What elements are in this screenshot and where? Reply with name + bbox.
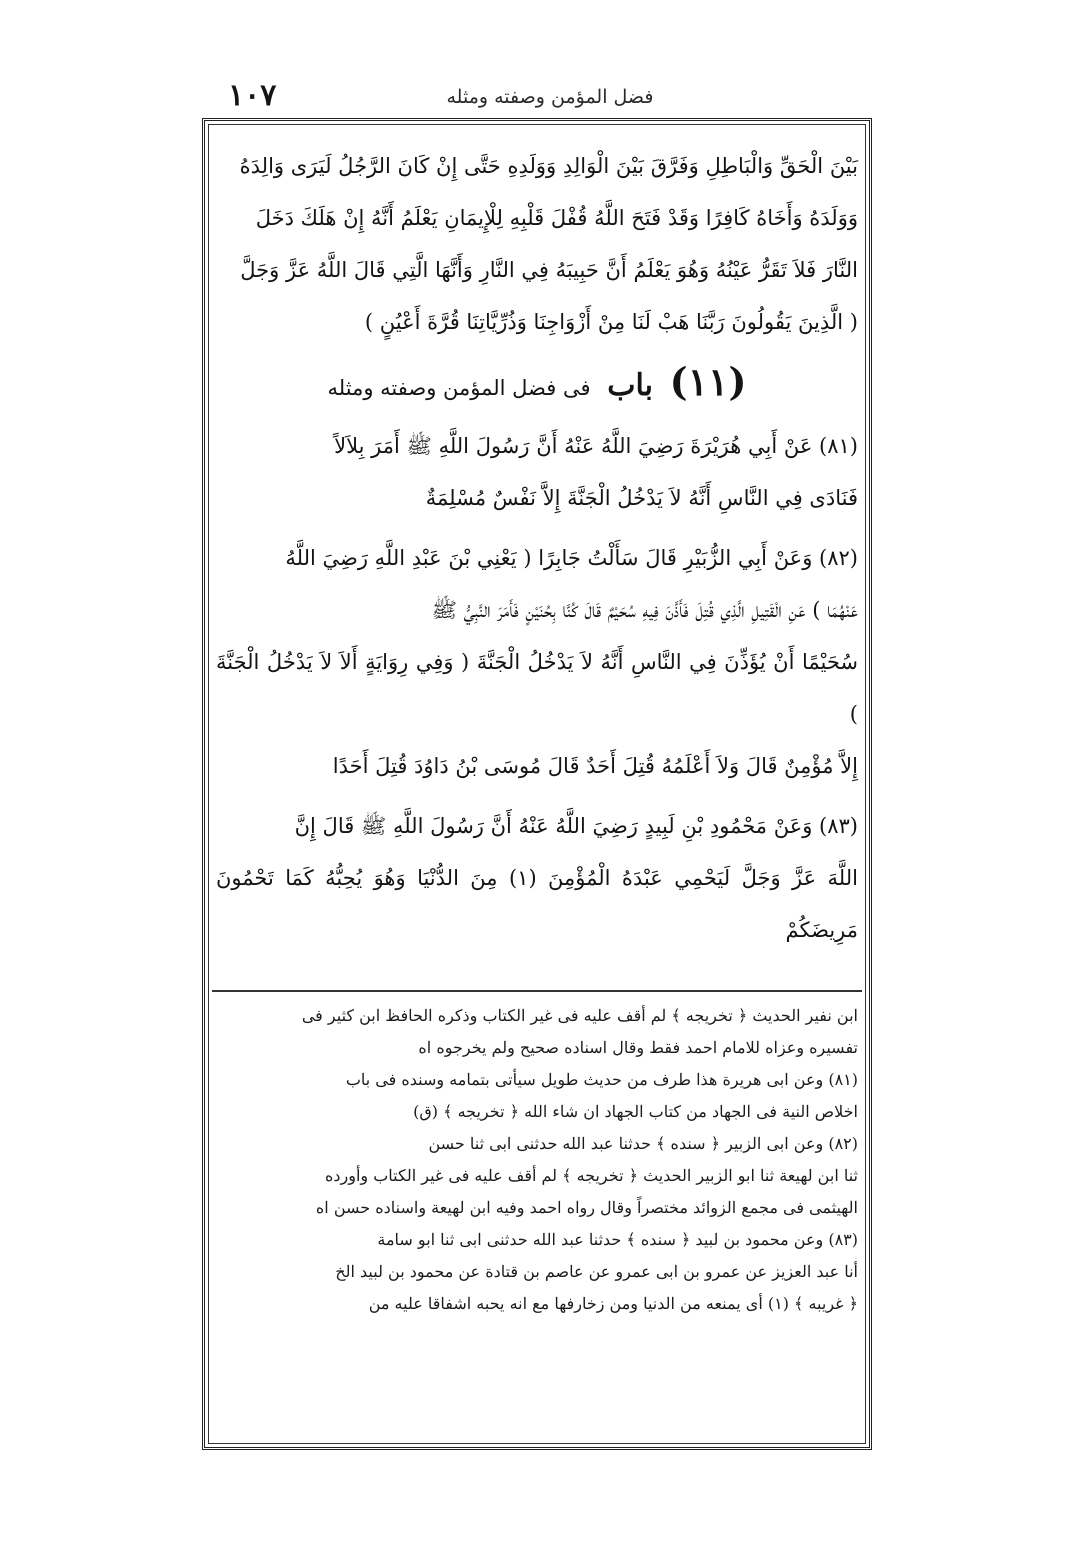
footnote-line: ثنا ابن لهيعة ثنا ابو الزبير الحديث ﴿ تخريجه ﴾ لم أقف عليه فى غير الكتاب وأورده (325, 1166, 858, 1185)
chapter-number: (١١) (669, 359, 747, 404)
hadith-82-line: (٨٢) وَعَنْ أَبِي الزُّبَيْرِ قَالَ سَأَلْتُ جَابِرًا ( يَعْنِي بْنَ عَبْدِ اللَّهِ رَضِيَ اللَّهُ (285, 546, 858, 570)
footnote-line: ابن نفير الحديث ﴿ تخريجه ﴾ لم أقف عليه فى غير الكتاب وذكره الحافظ ابن كثير فى (301, 1006, 858, 1025)
footnote-line: الهيثمى فى مجمع الزوائد مختصراً وقال رواه احمد وفيه ابن لهيعة واسناده حسن اه (315, 1198, 858, 1217)
hadith-82-line: إِلاَّ مُؤْمِنٌ قَالَ وَلاَ أَعْلَمُهُ قُتِلَ أَحَدٌ قَالَ مُوسَى بْنُ دَاوُدَ قُتِلَ أَحَدًا (332, 754, 858, 778)
text-line: النَّارَ فَلاَ تَقَرُّ عَيْنُهُ وَهُوَ يَعْلَمُ أَنَّ حَبِيبَهُ فِي النَّارِ وَأَنَّهَا الَّتِي قَالَ اللَّهُ عَزَّ وَجَلَّ (240, 258, 858, 282)
footnote-line: أنا عبد العزيز عن عمرو بن ابى عمرو عن عاصم بن قتادة عن محمود بن لبيد الخ (335, 1262, 858, 1281)
footnotes (216, 1000, 858, 1320)
hadith-82-line: عَنْهُمَا ) عَنِ الْقَتِيلِ الَّذِي قُتِلَ فَأَذَّنَ فِيهِ سُحَيْمٌ قَالَ كُنَّا بِحُنَيْنٍ فَأَمَرَ النَّبِيُّ ﷺ (431, 598, 858, 622)
hadith-81-line: (٨١) عَنْ أَبِي هُرَيْرَةَ رَضِيَ اللَّهُ عَنْهُ أَنَّ رَسُولَ اللَّهِ ﷺ أَمَرَ بِلاَلاً (334, 434, 858, 458)
hadith-83-line: اللَّهَ عَزَّ وَجَلَّ لَيَحْمِي عَبْدَهُ الْمُؤْمِنَ (١) مِنَ الدُّنْيَا وَهُوَ يُحِبُّهُ كَمَا تَحْمُونَ مَرِيضَكُمْ (216, 866, 858, 942)
hadith-83-line: (٨٣) وَعَنْ مَحْمُودِ بْنِ لَبِيدٍ رَضِيَ اللَّهُ عَنْهُ أَنَّ رَسُولَ اللَّهِ ﷺ قَالَ إِنَّ (294, 814, 858, 838)
footnote-line: ﴿ غريبه ﴾ (١) أى يمنعه من الدنيا ومن زخارفها مع انه يحبه اشفاقا عليه من (368, 1294, 858, 1313)
footnote-line: اخلاص النية فى الجهاد من كتاب الجهاد ان شاء الله ﴿ تخريجه ﴾ (ق) (413, 1102, 858, 1121)
footnote-divider (212, 990, 862, 992)
footnote-line: (٨٢) وعن ابى الزبير ﴿ سنده ﴾ حدثنا عبد الله حدثنى ابى ثنا حسن (428, 1134, 858, 1153)
main-text (216, 140, 858, 956)
chapter-heading (216, 352, 858, 418)
text-line: بَيْنَ الْحَقِّ وَالْبَاطِلِ وَفَرَّقَ بَيْنَ الْوَالِدِ وَوَلَدِهِ حَتَّى إِنْ كَانَ الرَّجُلُ لَيَرَى وَالِدَهُ (239, 154, 858, 178)
hadith-82-line: سُحَيْمًا أَنْ يُؤَذِّنَ فِي النَّاسِ أَنَّهُ لاَ يَدْخُلُ الْجَنَّةَ ( وَفِي رِوَايَةٍ أَلاَ لاَ يَدْخُلُ الْجَنَّةَ ) (216, 650, 858, 726)
text-line: ( الَّذِينَ يَقُولُونَ رَبَّنَا هَبْ لَنَا مِنْ أَزْوَاجِنَا وَذُرِّيَّاتِنَا قُرَّةَ أَعْيُنٍ ) (364, 310, 858, 334)
hadith-81-line: فَنَادَى فِي النَّاسِ أَنَّهُ لاَ يَدْخُلُ الْجَنَّةَ إِلاَّ نَفْسٌ مُسْلِمَةٌ (425, 486, 858, 510)
chapter-title: فى فضل المؤمن وصفته ومثله (327, 376, 591, 400)
text-line: وَوَلَدَهُ وَأَخَاهُ كَافِرًا وَقَدْ فَتَحَ اللَّهُ قُفْلَ قَلْبِهِ لِلْإِيمَانِ يَعْلَمُ أَنَّهُ إِنْ هَلَكَ دَخَلَ (255, 206, 858, 230)
chapter-word: باب (607, 368, 653, 403)
footnote-line: (٨٣) وعن محمود بن لبيد ﴿ سنده ﴾ حدثنا عبد الله حدثنى ابى ثنا ابو سامة (377, 1230, 858, 1249)
page-number: ١٠٧ (228, 78, 277, 113)
footnote-line: تفسيره وعزاه للامام احمد فقط وقال اسناده صحيح ولم يخرجوه اه (418, 1038, 858, 1057)
running-title: فضل المؤمن وصفته ومثله (446, 86, 654, 108)
footnote-line: (٨١) وعن ابى هريرة هذا طرف من حديث طويل سيأتى بتمامه وسنده فى باب (345, 1070, 858, 1089)
